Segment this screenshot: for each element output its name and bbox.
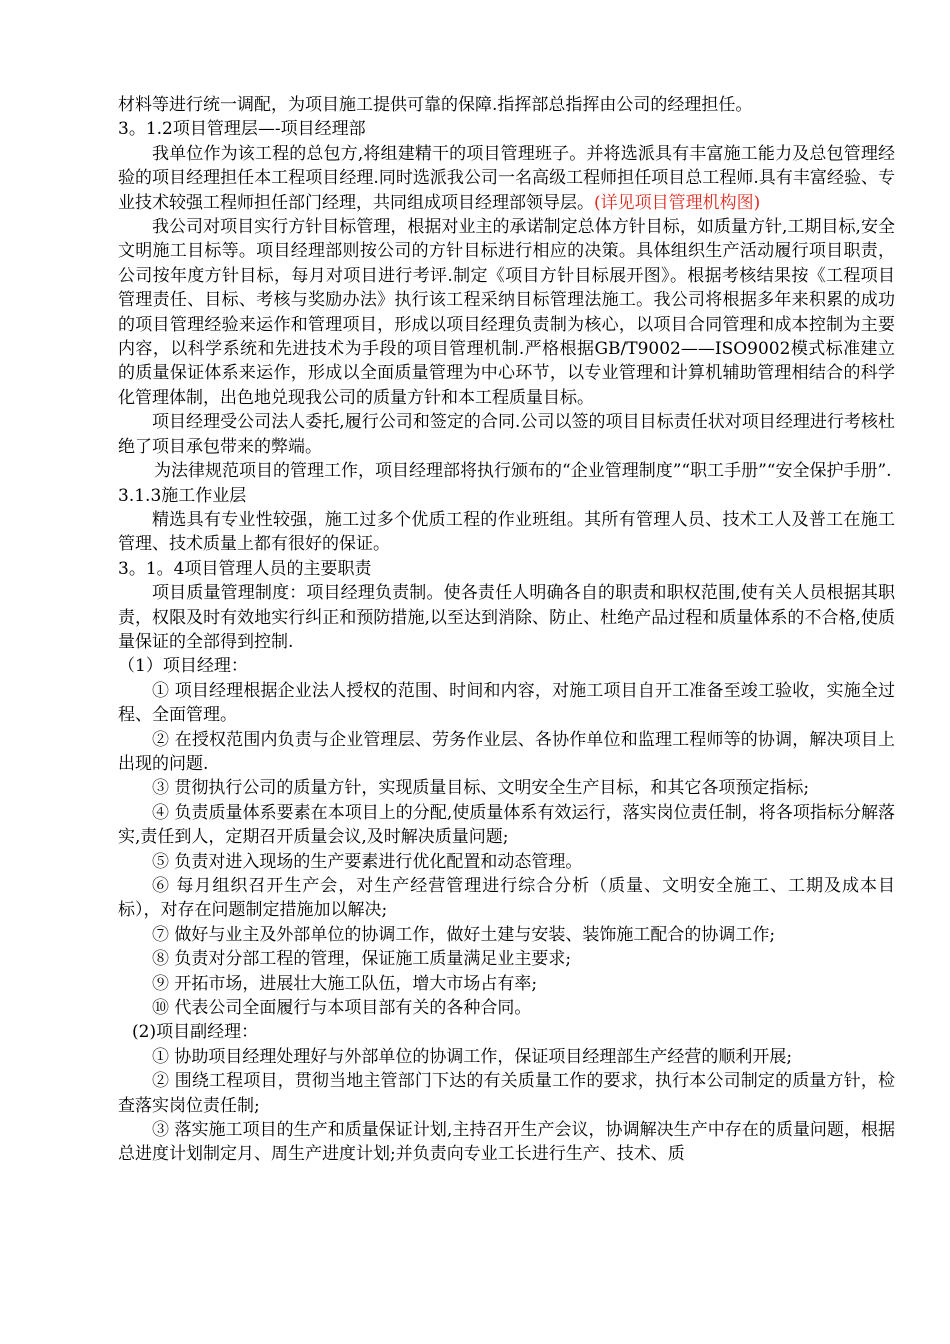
list-item: ① 项目经理根据企业法人授权的范围、时间和内容，对施工项目自开工准备至竣工验收，实施全过程、全面管理。 [118, 680, 895, 726]
project-manager-duties [118, 679, 895, 1021]
list-item: ⑧ 负责对分部工程的管理，保证施工质量满足业主要求; [152, 949, 572, 970]
list-item: ② 在授权范围内负责与企业管理层、劳务作业层、各协作单位和监理工程师等的协调，解决项目上出现的问题. [118, 729, 895, 774]
paragraph-team-composition [118, 142, 895, 215]
list-item: ③ 落实施工项目的生产和质量保证计划,主持召开生产会议，协调解决生产中存在的质量问题，根据总进度计划制定月、周生产进度计划;并负责向专业工长进行生产、技术、质 [118, 1120, 895, 1165]
paragraph-quality-system: 项目质量管理制度：项目经理负责制。使各责任人明确各自的职责和职权范围,使有关人员根据其职责，权限及时有效地实行纠正和预防措施,以至达到消除、防止、杜绝产品过程和质量体系的不合格,使质量保证的全部得到控制. [118, 583, 895, 652]
list-item: ① 协助项目经理处理好与外部单位的协调工作，保证项目经理部生产经营的顺利开展; [152, 1046, 793, 1067]
deputy-manager-heading: (2)项目副经理： [132, 1022, 259, 1043]
list-item: ⑩ 代表公司全面履行与本项目部有关的各种合同。 [152, 998, 532, 1019]
list-item: ⑦ 做好与业主及外部单位的协调工作，做好土建与安装、装饰施工配合的协调工作; [152, 924, 776, 945]
list-item: ② 围绕工程项目，贯彻当地主管部门下达的有关质量工作的要求，执行本公司制定的质量方针，检查落实岗位责任制; [118, 1071, 895, 1116]
project-manager-heading: （1）项目经理： [118, 656, 248, 677]
paragraph-regulations: 为法律规范项目的管理工作，项目经理部将执行颁布的“企业管理制度”“职工手册”“安全保护手册”. [154, 461, 892, 482]
list-item: ⑥ 每月组织召开生产会，对生产经营管理进行综合分析（质量、文明安全施工、工期及成本目标），对存在问题制定措施加以解决; [118, 876, 895, 921]
list-item: ③ 贯彻执行公司的质量方针，实现质量目标、文明安全生产目标，和其它各项预定指标; [152, 778, 810, 799]
org-chart-reference: (详见项目管理机构图) [594, 192, 761, 213]
document-page [118, 93, 895, 1167]
paragraph-continuation: 材料等进行统一调配，为项目施工提供可靠的保障.指挥部总指挥由公司的经理担任。 [118, 95, 753, 115]
team-composition-text: 我单位作为该工程的总包方,将组建精干的项目管理班子。并将选派具有丰富施工能力及总包管理经验的项目经理担任本工程项目经理.同时选派我公司一名高级工程师担任项目总工程师.具有丰富经验、专业技术较强工程师担任部门经理，共同组成项目经理部领导层。 [118, 143, 895, 213]
heading-3-1-4: 3。1。4项目管理人员的主要职责 [118, 558, 372, 579]
list-item: ⑨ 开拓市场，进展壮大施工队伍，增大市场占有率; [152, 973, 538, 994]
list-item: ④ 负责质量体系要素在本项目上的分配,使质量体系有效运行，落实岗位责任制，将各项指标分解落实,责任到人，定期召开质量会议,及时解决质量问题; [118, 802, 895, 848]
paragraph-policy-management: 我公司对项目实行方针目标管理，根据对业主的承诺制定总体方针目标，如质量方针,工期目标,安全文明施工目标等。项目经理部则按公司的方针目标进行相应的决策。具体组织生产活动履行项目职责，公司按年度方针目标，每月对项目进行考评.制定《项目方针目标展开图》。根据考核结果按《工程项目管理责任、目标、考核与奖励办法》执行该工程采纳目标管理法施工。我公司将根据多年来积累的成功的项目管理经验来运作和管理项目，形成以项目经理负责制为核心，以项目合同管理和成本控制为主要内容，以科学系统和先进技术为手段的项目管理机制.严格根据GB/T9002——ISO9002模式标准建立的质量保证体系来运作，形成以全面质量管理为中心环节，以专业管理和计算机辅助管理相结合的科学化管理体制，出色地兑现我公司的质量方针和本工程质量目标。 [118, 217, 895, 408]
list-item: ⑤ 负责对进入现场的生产要素进行优化配置和动态管理。 [152, 851, 583, 872]
deputy-manager-duties [118, 1045, 895, 1167]
paragraph-entrustment: 项目经理受公司法人委托,履行公司和签定的合同.公司以签的项目目标责任状对项目经理进行考核杜绝了项目承包带来的弊端。 [118, 412, 895, 457]
paragraph-work-teams: 精选具有专业性较强，施工过多个优质工程的作业班组。其所有管理人员、技术工人及普工在施工管理、技术质量上都有很好的保证。 [118, 509, 895, 555]
heading-3-1-2: 3。1.2项目管理层—-项目经理部 [118, 119, 366, 140]
heading-3-1-3: 3.1.3施工作业层 [118, 485, 247, 506]
